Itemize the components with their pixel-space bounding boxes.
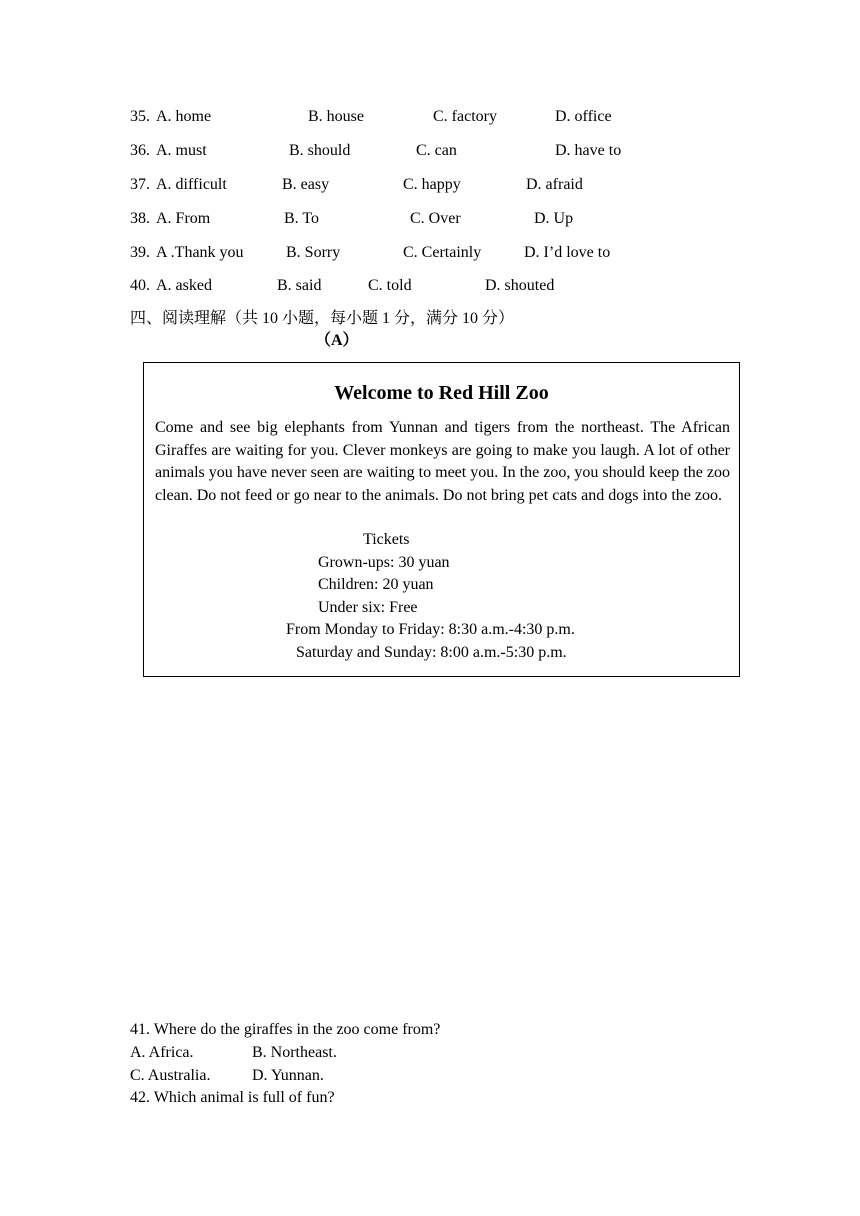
option-c: C. happy bbox=[403, 176, 461, 193]
question-number: 37. bbox=[130, 176, 150, 193]
option-row-37 bbox=[130, 175, 750, 195]
question-number: 39. bbox=[130, 244, 150, 261]
question-42: 42. Which animal is full of fun? bbox=[130, 1089, 335, 1106]
option-c: C. Certainly bbox=[403, 244, 482, 261]
question-41-option-c: C. Australia. bbox=[130, 1067, 211, 1084]
option-c: C. factory bbox=[433, 108, 497, 125]
question-41-option-b: B. Northeast. bbox=[252, 1044, 337, 1061]
ticket-children: Children: 20 yuan bbox=[318, 576, 434, 593]
option-d: D. Up bbox=[534, 210, 574, 227]
ticket-grown-ups: Grown-ups: 30 yuan bbox=[318, 554, 450, 571]
option-d: D. I’d love to bbox=[524, 244, 611, 261]
option-b: B. said bbox=[277, 277, 322, 294]
question-41: 41. Where do the giraffes in the zoo come from? bbox=[130, 1021, 441, 1038]
option-b: B. house bbox=[308, 108, 364, 125]
option-row-35 bbox=[130, 107, 750, 127]
option-c: C. Over bbox=[410, 210, 461, 227]
option-d: D. shouted bbox=[485, 277, 555, 294]
option-d: D. have to bbox=[555, 142, 622, 159]
option-d: D. afraid bbox=[526, 176, 583, 193]
tickets-label: Tickets bbox=[363, 531, 410, 548]
notice-title: Welcome to Red Hill Zoo bbox=[334, 382, 549, 404]
option-a: A. difficult bbox=[156, 176, 227, 193]
question-number: 35. bbox=[130, 108, 150, 125]
option-a: A. home bbox=[156, 108, 212, 125]
zoo-notice-box bbox=[143, 362, 740, 677]
question-number: 40. bbox=[130, 277, 150, 294]
ticket-under-six: Under six: Free bbox=[318, 599, 418, 616]
option-b: B. Sorry bbox=[286, 244, 341, 261]
option-row-36 bbox=[130, 141, 750, 161]
option-a: A. must bbox=[156, 142, 207, 159]
option-a: A. From bbox=[156, 210, 211, 227]
option-c: C. can bbox=[416, 142, 457, 159]
option-row-38 bbox=[130, 209, 750, 229]
option-d: D. office bbox=[555, 108, 612, 125]
question-number: 36. bbox=[130, 142, 150, 159]
weekday-hours: From Monday to Friday: 8:30 a.m.-4:30 p.m. bbox=[286, 621, 575, 638]
section-heading: 四、阅读理解（共 10 小题，每小题 1 分，满分 10 分） bbox=[130, 310, 515, 327]
notice-body: Come and see big elephants from Yunnan and tigers from the northeast. The African Giraffes are waiting for you. Clever monkeys are going to make you laugh. A lot of other animals you have never seen are waiting to meet you. In the zoo, you should keep the zoo clean. Do not feed or go near to the animals. Do not bring pet cats and dogs into the zoo. bbox=[155, 419, 730, 504]
passage-label: （A） bbox=[315, 332, 359, 349]
question-number: 38. bbox=[130, 210, 150, 227]
option-row-40 bbox=[130, 276, 750, 296]
option-b: B. should bbox=[289, 142, 351, 159]
option-row-39 bbox=[130, 243, 750, 263]
weekend-hours: Saturday and Sunday: 8:00 a.m.-5:30 p.m. bbox=[296, 644, 567, 661]
option-b: B. To bbox=[284, 210, 320, 227]
question-41-option-a: A. Africa. bbox=[130, 1044, 194, 1061]
question-41-option-d: D. Yunnan. bbox=[252, 1067, 324, 1084]
option-b: B. easy bbox=[282, 176, 330, 193]
option-a: A .Thank you bbox=[156, 244, 244, 261]
option-a: A. asked bbox=[156, 277, 212, 294]
option-c: C. told bbox=[368, 277, 412, 294]
